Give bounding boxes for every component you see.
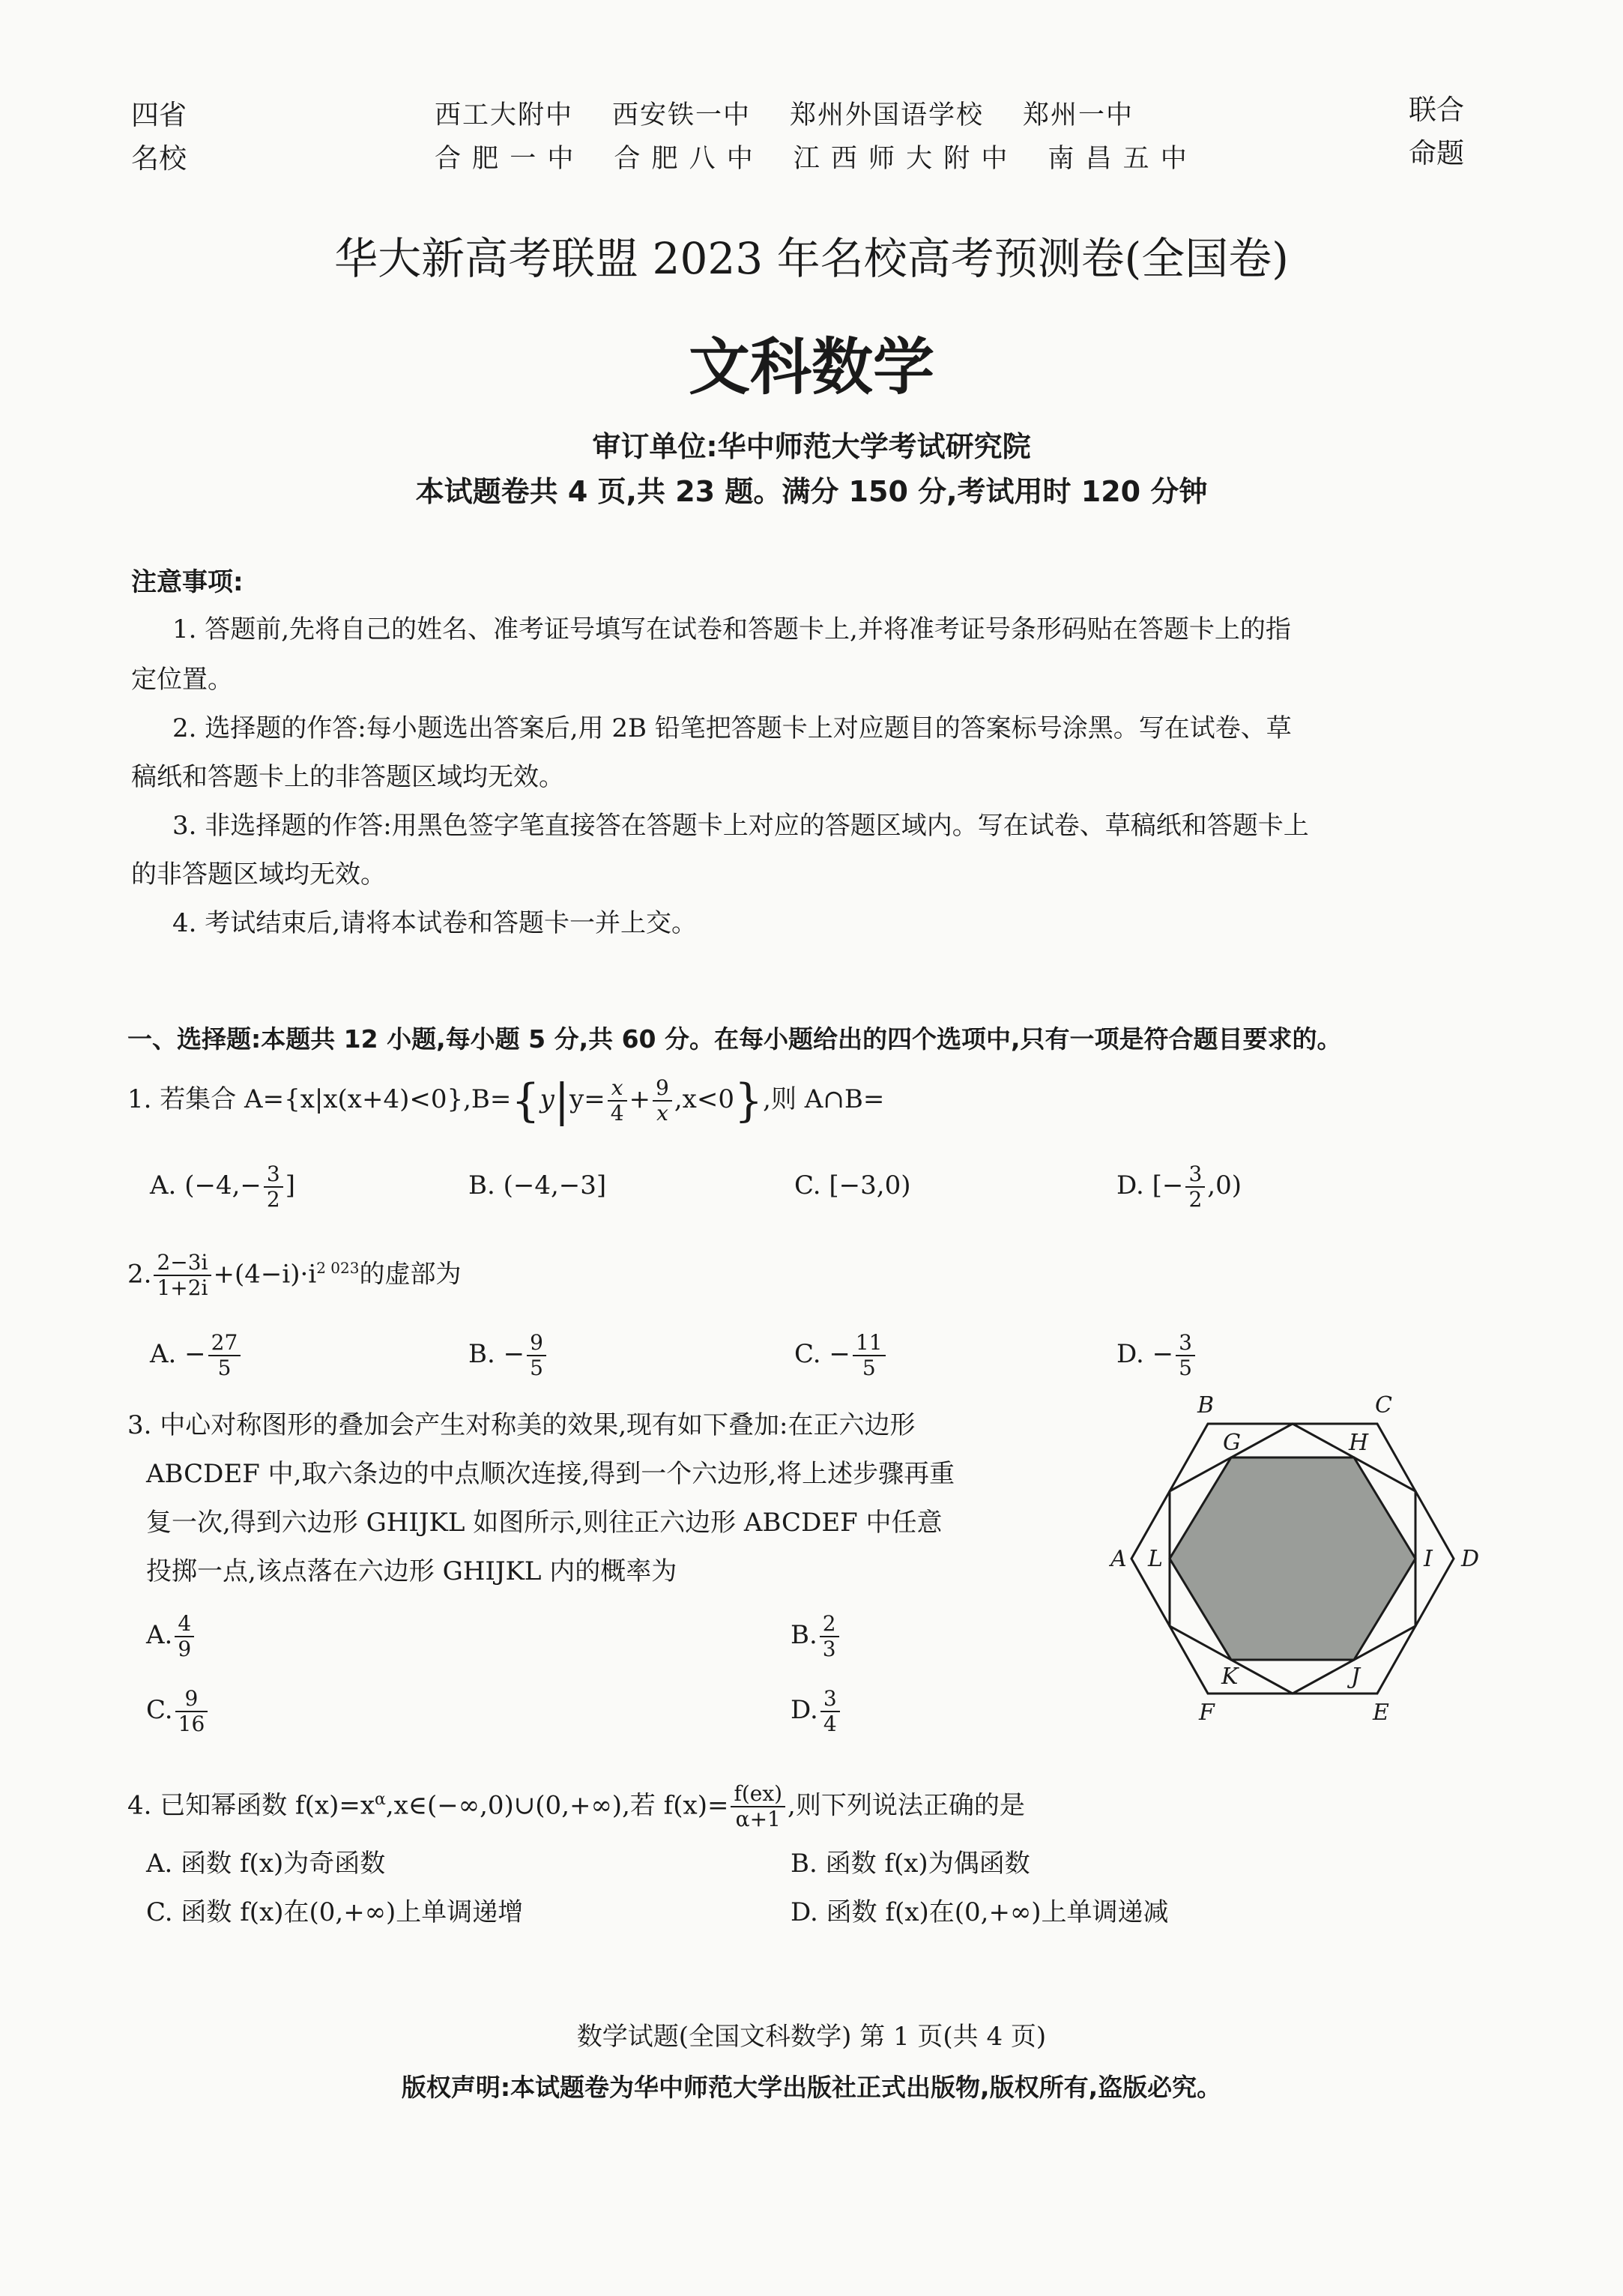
note-line: 4. 考试结束后,请将本试卷和答题卡一并上交。: [172, 908, 698, 938]
school: 南 昌 五 中: [1048, 144, 1188, 174]
exam-title: 华大新高考联盟 2023 年名校高考预测卷(全国卷): [334, 233, 1289, 284]
header-left-line2: 名校: [131, 142, 187, 175]
note-line: 3. 非选择题的作答:用黑色签字笔直接答在答题卡上对应的答题区域内。写在试卷、草稿纸和答题卡上: [172, 811, 1309, 841]
label-h: H: [1349, 1430, 1369, 1456]
fraction: $\frac{x}{4}$: [608, 1076, 627, 1126]
label-e: E: [1373, 1700, 1389, 1726]
q3-line: 投掷一点,该点落在六边形 GHIJKL 内的概率为: [146, 1556, 677, 1586]
q3-line: 复一次,得到六边形 GHIJKL 如图所示,则往正六边形 ABCDEF 中任意: [146, 1508, 943, 1538]
label-c: C: [1375, 1392, 1392, 1419]
school: 合 肥 一 中: [435, 144, 575, 174]
header-left: [131, 94, 187, 181]
q1-option-d: D. [− $\frac{3}{2}$ ,0): [1116, 1161, 1242, 1212]
question-2-stem: 2. $\frac{2-3i}{1+2i}$ $+(4-i)\cdot i^{2 023}$的虚部为: [127, 1250, 462, 1301]
note-line: 1. 答题前,先将自己的姓名、准考证号填写在试卷和答题卡上,并将准考证号条形码贴在答题卡上的指: [172, 614, 1291, 644]
q1-option-a: A. (−4,− $\frac{3}{2}$ ]: [150, 1161, 295, 1212]
notes-heading: 注意事项:: [131, 567, 244, 597]
subject-title: 文科数学: [688, 332, 934, 403]
q3-option-b: B. $\frac{2}{3}$: [791, 1611, 841, 1661]
school: 西工大附中: [435, 100, 574, 130]
note-line: 2. 选择题的作答:每小题选出答案后,用 2B 铅笔把答题卡上对应题目的答案标号涂黑。写在试卷、草: [172, 713, 1292, 743]
q3-option-c: C. $\frac{9}{16}$: [146, 1686, 210, 1736]
q1-set-b-eq: y=: [569, 1084, 605, 1114]
label-k: K: [1221, 1664, 1239, 1690]
note-line: 定位置。: [131, 665, 233, 695]
plus-sign: +: [629, 1084, 651, 1114]
q3-option-d: D. $\frac{3}{4}$: [791, 1686, 842, 1736]
label-j: J: [1351, 1664, 1361, 1690]
section-heading: 一、选择题:本题共 12 小题,每小题 5 分,共 60 分。在每小题给出的四个选项中,只有一项是符合题目要求的。: [127, 1024, 1342, 1054]
q2-option-c: C. − $\frac{11}{5}$: [794, 1330, 888, 1380]
q4-option-d: D. 函数 f(x)在(0,+∞)上单调递减: [791, 1897, 1169, 1927]
q1-stem-a: 1. 若集合 A={x|x(x+4)<0},B=: [127, 1084, 512, 1114]
divider-bar: |: [554, 1075, 570, 1127]
q4-option-a: A. 函数 f(x)为奇函数: [146, 1849, 386, 1879]
label-b: B: [1197, 1392, 1215, 1419]
q1-set-b-y: y: [540, 1084, 554, 1114]
school: 郑州一中: [1023, 100, 1134, 130]
question-4-stem: 4. 已知幂函数 $f(x)=x^\alpha,x\in(-\infty,0)\cup(0,+\infty)$,若 f(x)= $\frac{f(ex)}{\alpha+1}$ ,则下列说法正确的是: [127, 1781, 1025, 1832]
header-right-line1: 联合: [1409, 94, 1464, 126]
label-d: D: [1461, 1546, 1480, 1572]
label-i: I: [1424, 1546, 1433, 1572]
header-right: [1409, 88, 1464, 175]
q3-line: 3. 中心对称图形的叠加会产生对称美的效果,现有如下叠加:在正六边形: [127, 1410, 916, 1440]
q3-line: ABCDEF 中,取六条边的中点顺次连接,得到一个六边形,将上述步骤再重: [146, 1459, 955, 1489]
label-a: A: [1110, 1546, 1127, 1572]
school: 西安铁一中: [612, 100, 752, 130]
label-f: F: [1199, 1700, 1215, 1726]
q3-option-a: A. $\frac{4}{9}$: [146, 1611, 196, 1661]
brace-left: {: [511, 1075, 540, 1127]
q1-stem-tail: ,则 A∩B=: [763, 1084, 885, 1114]
page-footer: 数学试题(全国文科数学) 第 1 页(共 4 页): [576, 2022, 1047, 2052]
q4-option-b: B. 函数 f(x)为偶函数: [791, 1849, 1030, 1879]
q2-option-d: D. − $\frac{3}{5}$: [1116, 1330, 1197, 1380]
schools-row2: [435, 137, 1227, 181]
exam-info-line: 本试题卷共 4 页,共 23 题。满分 150 分,考试用时 120 分钟: [415, 475, 1208, 508]
hexagon-ghijkl: [1170, 1457, 1415, 1660]
school: 郑州外国语学校: [790, 100, 985, 130]
note-line: 稿纸和答题卡上的非答题区域均无效。: [131, 762, 564, 792]
q1-option-c: C. [−3,0): [794, 1170, 911, 1200]
school: 合 肥 八 中: [614, 144, 755, 174]
label-g: G: [1223, 1430, 1241, 1456]
note-line: 的非答题区域均无效。: [131, 860, 386, 889]
q2-option-a: A. − $\frac{27}{5}$: [150, 1330, 243, 1380]
brace-right: }: [734, 1075, 764, 1127]
header-left-line1: 四省: [131, 99, 187, 131]
q4-option-c: C. 函数 f(x)在(0,+∞)上单调递增: [146, 1897, 524, 1927]
hexagon-figure: [1109, 1390, 1484, 1727]
schools-row1: [435, 94, 1173, 137]
fraction: $\frac{9}{x}$: [653, 1076, 672, 1126]
school: 江 西 师 大 附 中: [793, 144, 1009, 174]
question-1-stem: [127, 1075, 884, 1126]
reviewer-line: 审订单位:华中师范大学考试研究院: [592, 430, 1031, 463]
q2-option-b: B. − $\frac{9}{5}$: [468, 1330, 548, 1380]
header-right-line2: 命题: [1409, 137, 1464, 169]
q1-option-b: B. (−4,−3]: [468, 1170, 607, 1200]
q1-set-b-tail: ,x<0: [674, 1084, 734, 1114]
copyright-notice: 版权声明:本试题卷为华中师范大学出版社正式出版物,版权所有,盗版必究。: [401, 2073, 1222, 2102]
label-l: L: [1148, 1546, 1163, 1572]
